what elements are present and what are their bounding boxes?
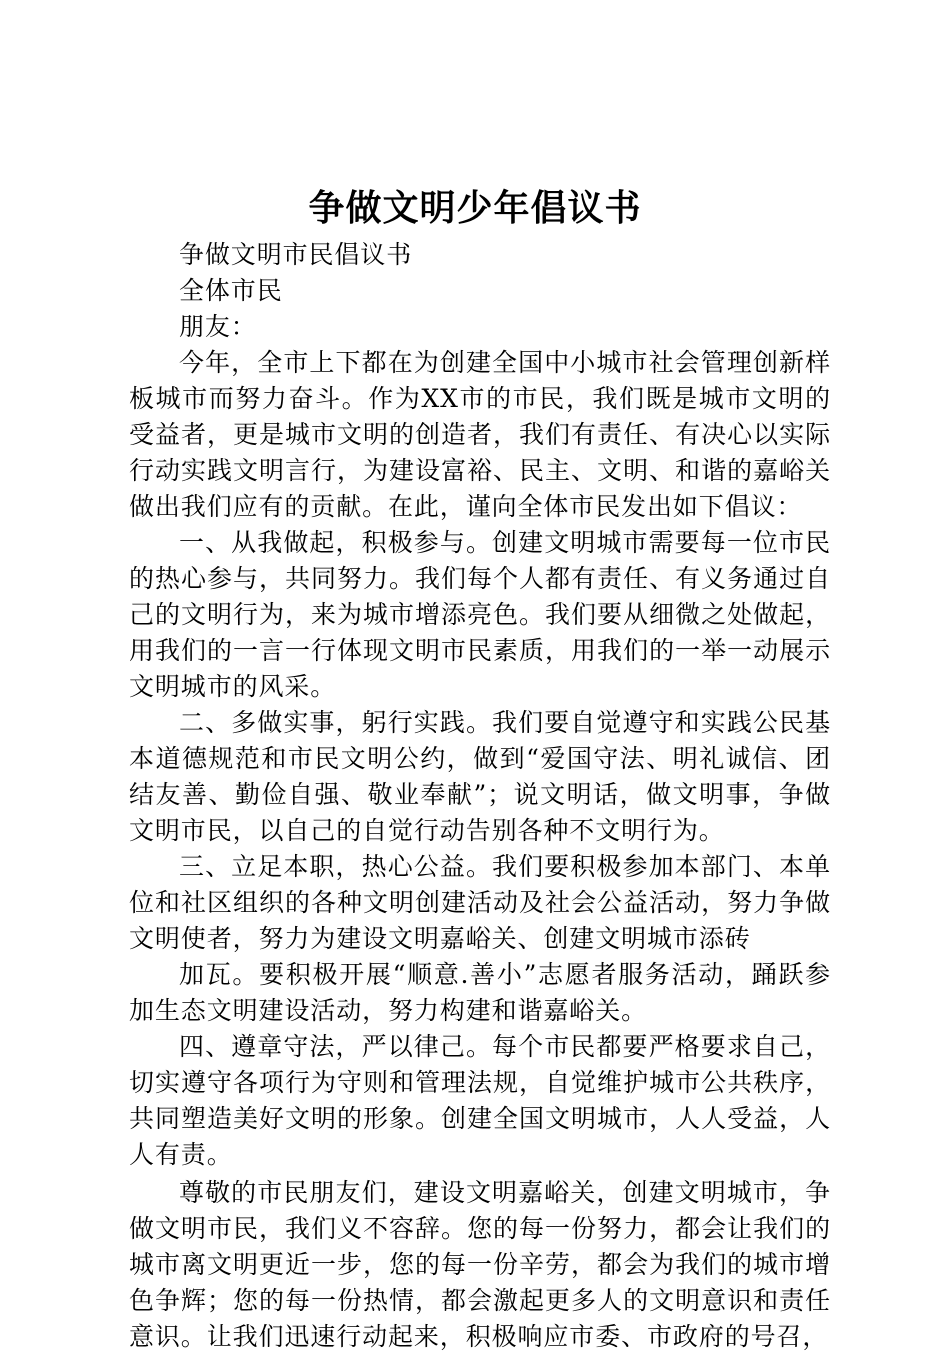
salutation-line: 全体市民 <box>179 276 283 305</box>
document-title: 争做文明少年倡议书 <box>308 188 642 229</box>
paragraph-intro: 今年，全市上下都在为创建全国中小城市社会管理创新样板城市而努力奋斗。作为XX市的市民，我们既是城市文明的受益者，更是城市文明的创造者，我们有责任、有决心以实际行动实践文明言行，为建设富裕、民主、文明、和谐的嘉峪关做出我们应有的贡献。在此，谨向全体市民发出如下倡议： <box>129 348 831 521</box>
salutation-line: 朋友： <box>179 312 257 341</box>
subtitle-line: 争做文明市民倡议书 <box>179 240 413 269</box>
paragraph-point-1: 一、从我做起，积极参与。创建文明城市需要每一位市民的热心参与，共同努力。我们每个人都有责任、有义务通过自己的文明行为，来为城市增添亮色。我们要从细微之处做起，用我们的一言一行体现文明市民素质，用我们的一举一动展示文明城市的风采。 <box>129 528 831 701</box>
paragraph-point-3-continued: 加瓦。要积极开展“顺意.善小”志愿者服务活动，踊跃参加生态文明建设活动，努力构建和谐嘉峪关。 <box>129 960 831 1025</box>
paragraph-point-2: 二、多做实事，躬行实践。我们要自觉遵守和实践公民基本道德规范和市民文明公约，做到“爱国守法、明礼诚信、团结友善、勤俭自强、敬业奉献”；说文明话，做文明事，争做文明市民，以自己的自觉行动告别各种不文明行为。 <box>129 708 831 845</box>
document-body <box>129 237 831 1355</box>
paragraph-point-3: 三、立足本职，热心公益。我们要积极参加本部门、本单位和社区组织的各种文明创建活动及社会公益活动，努力争做文明使者，努力为建设文明嘉峪关、创建文明城市添砖 <box>129 852 831 953</box>
paragraph-closing: 尊敬的市民朋友们，建设文明嘉峪关，创建文明城市，争做文明市民，我们义不容辞。您的每一份努力，都会让我们的城市离文明更近一步，您的每一份辛劳，都会为我们的城市增色争辉；您的每一份热情，都会激起更多人的文明意识和责任意识。让我们迅速行动起来，积极响应市委、市政府的号召， <box>129 1178 831 1351</box>
paragraph-point-4: 四、遵章守法，严以律己。每个市民都要严格要求自己，切实遵守各项行为守则和管理法规，自觉维护城市公共秩序，共同塑造美好文明的形象。创建全国文明城市，人人受益，人人有责。 <box>129 1032 831 1169</box>
